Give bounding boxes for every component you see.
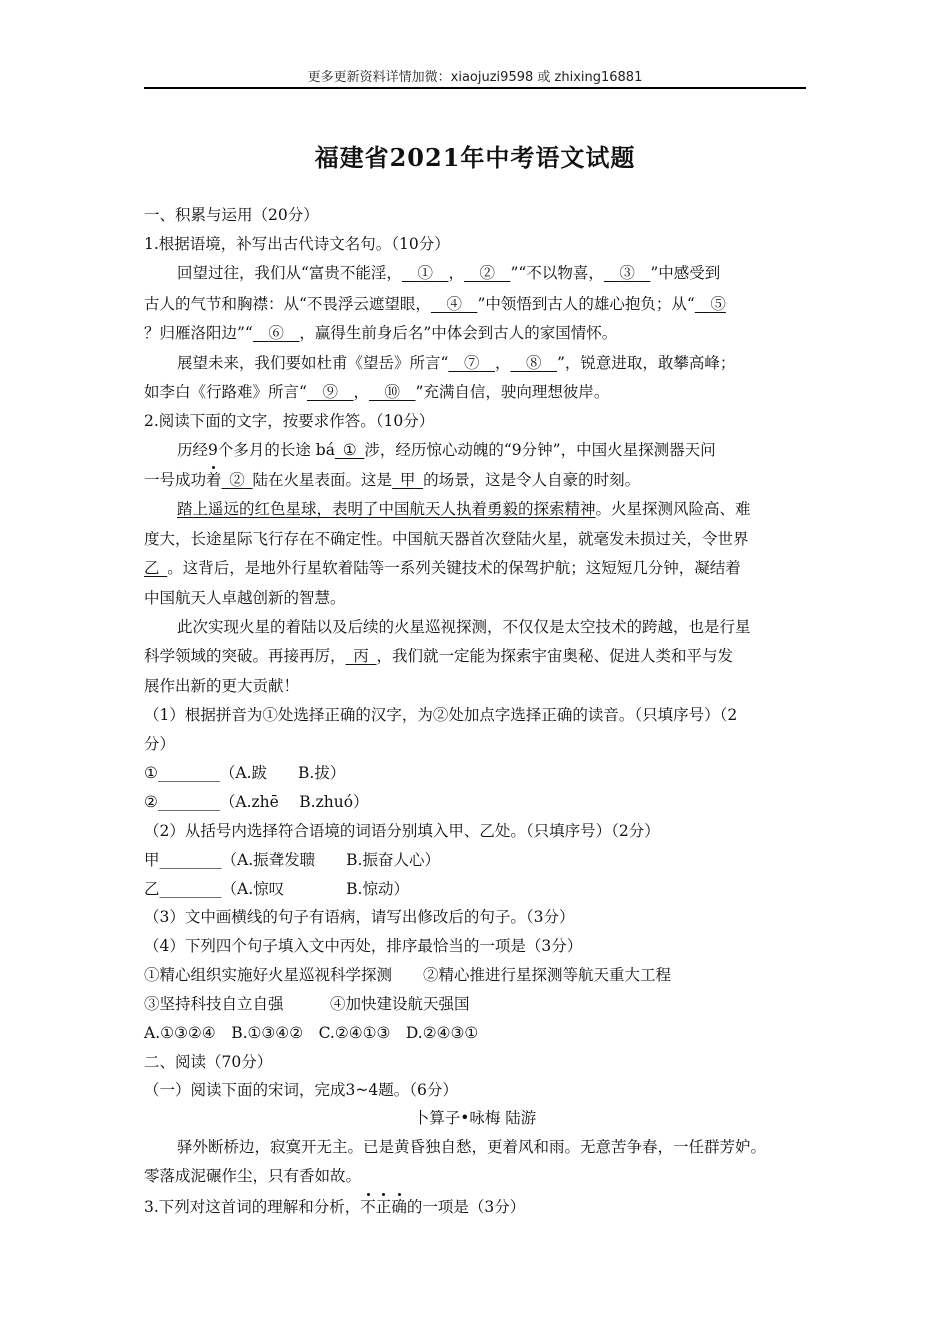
q2-sub2-option-yi: 乙________（A.惊叹 B.惊动） <box>144 880 409 898</box>
dotted-char: 着 <box>206 471 222 489</box>
emphasis-dotted-char: 正 <box>375 1198 392 1216</box>
blank-4: ④ <box>446 295 462 313</box>
page-header-note: 更多更新资料详情加微：xiaojuzi9598 或 zhixing16881 <box>307 70 643 85</box>
q1-line-4: 展望未来，我们要如杜甫《望岳》所言“ ⑦ ， ⑧ ”，锐意进取，敢攀高峰； <box>177 354 736 372</box>
emphasis-dotted-char: 确 <box>391 1198 407 1216</box>
q2-sub1-prompt: （1）根据拼音为①处选择正确的汉字，为②处加点字选择正确的读音。（只填序号）（2 <box>144 706 738 724</box>
blank-jia: 甲 <box>399 471 416 489</box>
q2-sub3-prompt: （3）文中画横线的句子有语病，请写出修改后的句子。（3分） <box>144 908 575 926</box>
poem-line-2: 零落成泥碾作尘，只有香如故。 <box>144 1167 362 1185</box>
reading-1-prompt: （一）阅读下面的宋词，完成3~4题。（6分） <box>144 1081 458 1099</box>
q1-line-5: 如李白《行路难》所言“ ⑨ ， ⑩ ”充满自信，驶向理想彼岸。 <box>144 383 610 401</box>
q2-sub4-sentences-1: ①精心组织实施好火星巡视科学探测 ②精心推进行星探测等航天重大工程 <box>144 966 672 984</box>
q1-line-3: ？归雁洛阳边”“ ⑥ ，赢得生前身后名”中体会到古人的家国情怀。 <box>144 324 618 342</box>
blank-1: ① <box>417 264 433 282</box>
underlined-sentence: 踏上遥远的红色星球，表明了中国航天人执着勇毅的探索精神 <box>177 500 596 518</box>
q2-para-line-4: 度大，长途星际飞行存在不确定性。中国航天器首次登陆火星，就毫发未损过关，令世界 <box>144 530 749 548</box>
blank-8: ⑧ <box>525 354 542 372</box>
emphasis-dotted <box>360 1198 407 1216</box>
blank-2: ② <box>479 264 495 282</box>
q2-para-line-5: 乙 。这背后，是地外行星软着陆等一系列关键技术的保驾护航；这短短几分钟，凝结着 <box>144 559 741 577</box>
blank-10: ⑩ <box>384 383 400 401</box>
section-2-heading: 二、阅读（70分） <box>144 1053 273 1071</box>
q2-para-line-7: 此次实现火星的着陆以及后续的火星巡视探测，不仅仅是太空技术的跨越，也是行星 <box>177 618 751 636</box>
q2-prompt: 2.阅读下面的文字，按要求作答。（10分） <box>144 412 435 430</box>
q3-prompt: 3.下列对这首词的理解和分析，不正确的一项是（3分） <box>144 1198 526 1216</box>
blank-6: ⑥ <box>268 324 284 342</box>
q1-prompt: 1.根据语境，补写出古代诗文名句。（10分） <box>144 235 450 253</box>
q2-sub1-prompt-cont: 分） <box>144 735 176 753</box>
page-title: 福建省2021年中考语文试题 <box>314 143 636 172</box>
blank-q2-2: ② <box>229 471 245 489</box>
section-1-heading: 一、积累与运用（20分） <box>144 206 319 224</box>
q2-sub1-option-2: ②________（A.zhē B.zhuó） <box>144 793 369 811</box>
q2-para-line-3: 踏上遥远的红色星球，表明了中国航天人执着勇毅的探索精神。火星探测风险高、难 <box>177 500 751 518</box>
q2-para-line-6: 中国航天人卓越创新的智慧。 <box>144 589 346 607</box>
poem-title: 卜算子•咏梅 陆游 <box>413 1109 537 1127</box>
blank-q2-1: ① <box>342 441 357 459</box>
q2-sub1-option-1: ①________（A.跋 B.拔） <box>144 764 346 782</box>
blank-3: ③ <box>619 264 635 282</box>
q2-sub4-choices: A.①③②④ B.①③④② C.②④①③ D.②④③① <box>144 1024 479 1042</box>
q1-line-2: 古人的气节和胸襟：从“不畏浮云遮望眼， ④ ”中领悟到古人的雄心抱负；从“ ⑤ <box>144 295 726 313</box>
q2-para-line-1: 历经9个多月的长途 bá ① 涉，经历惊心动魄的“9分钟”，中国火星探测器天问 <box>177 441 716 459</box>
blank-yi: 乙 <box>144 559 160 577</box>
blank-9: ⑨ <box>322 383 338 401</box>
q2-para-line-9: 展作出新的更大贡献！ <box>144 677 300 695</box>
q1-line-1: 回望过往，我们从“富贵不能淫， ① ， ② ”“不以物喜， ③ ”中感受到 <box>177 264 721 282</box>
q2-sub4-sentences-2: ③坚持科技自立自强 ④加快建设航天强国 <box>144 995 470 1013</box>
q2-sub4-prompt: （4）下列四个句子填入文中丙处，排序最恰当的一项是（3分） <box>144 937 583 955</box>
poem-line-1: 驿外断桥边，寂寞开无主。已是黄昏独自愁，更着风和雨。无意苦争春，一任群芳妒。 <box>177 1138 767 1156</box>
q2-sub2-prompt: （2）从括号内选择符合语境的词语分别填入甲、乙处。（只填序号）（2分） <box>144 822 660 840</box>
header-divider <box>144 87 806 89</box>
q2-para-line-2: 一号成功着 ② 陆在火星表面。这是 甲 的场景，这是令人自豪的时刻。 <box>144 471 641 489</box>
emphasis-dotted-char: 不 <box>360 1198 376 1216</box>
q2-sub2-option-jia: 甲________（A.振聋发聩 B.振奋人心） <box>144 851 440 869</box>
blank-bing: 丙 <box>353 647 369 665</box>
blank-5: ⑤ <box>710 295 726 313</box>
q2-para-line-8: 科学领域的突破。再接再厉， 丙 ，我们就一定能为探索宇宙奥秘、促进人类和平与发 <box>144 647 734 665</box>
blank-7: ⑦ <box>463 354 480 372</box>
